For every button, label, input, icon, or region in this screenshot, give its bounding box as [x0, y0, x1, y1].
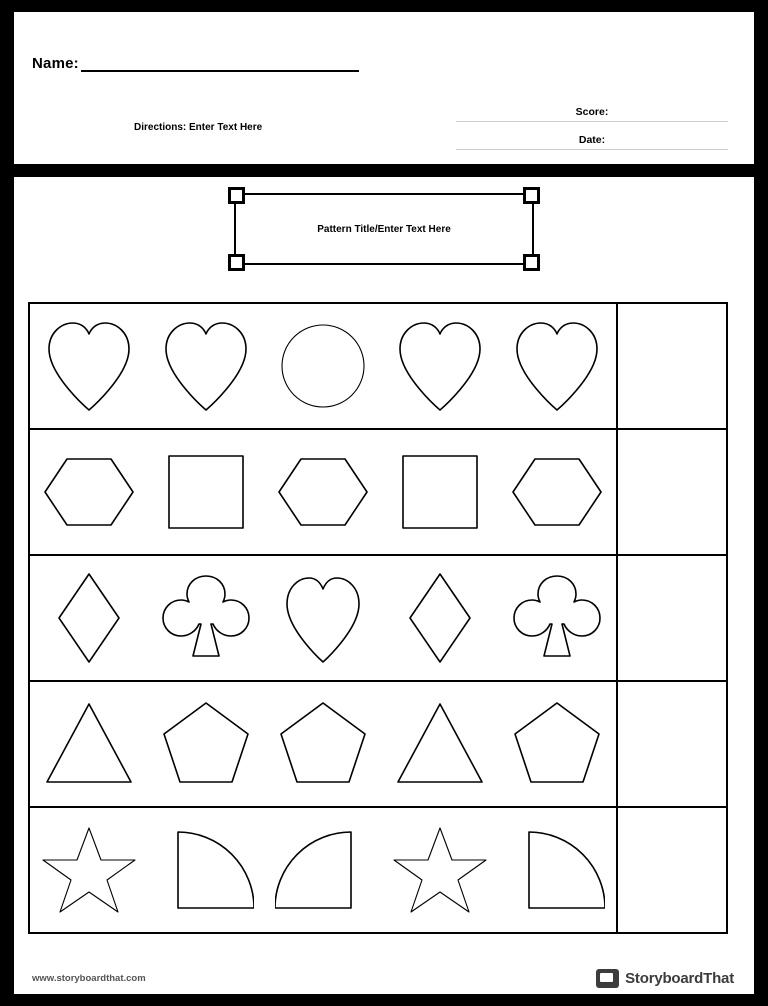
brand-name: StoryboardThat — [625, 970, 734, 987]
shape-cell-star — [384, 814, 496, 926]
shape-cell-quarter-circle — [501, 814, 613, 926]
pentagon-icon — [158, 694, 254, 794]
pentagon-icon — [275, 694, 371, 794]
club-icon — [158, 568, 254, 668]
hexagon-icon — [275, 442, 371, 542]
shape-cell-heart — [501, 310, 613, 422]
pattern-row — [30, 682, 726, 808]
pattern-row-shapes — [30, 556, 618, 680]
answer-box[interactable] — [618, 808, 726, 932]
shape-cell-pentagon — [501, 688, 613, 800]
shape-cell-circle — [267, 310, 379, 422]
square-icon — [392, 442, 488, 542]
heart-icon — [392, 316, 488, 416]
pattern-grid — [28, 302, 728, 934]
circle-icon — [275, 316, 371, 416]
shape-cell-heart — [33, 310, 145, 422]
shape-cell-pentagon — [150, 688, 262, 800]
worksheet-header — [14, 12, 754, 164]
shape-cell-hexagon — [33, 436, 145, 548]
score-row[interactable] — [456, 94, 728, 122]
pattern-row — [30, 808, 726, 932]
title-area — [14, 177, 754, 289]
star-icon — [41, 820, 137, 920]
pattern-row-shapes — [30, 430, 618, 554]
shape-cell-diamond — [384, 562, 496, 674]
diamond-icon — [392, 568, 488, 668]
pattern-row-shapes — [30, 682, 618, 806]
plate-corner-bottom-right — [523, 254, 540, 271]
score-label: Score: — [575, 106, 609, 118]
date-label: Date: — [578, 134, 606, 146]
quarter-circle-icon — [275, 820, 371, 920]
shape-cell-heart — [384, 310, 496, 422]
answer-box[interactable] — [618, 430, 726, 554]
pattern-row — [30, 430, 726, 556]
heart-icon — [275, 568, 371, 668]
shape-cell-square — [150, 436, 262, 548]
star-icon — [392, 820, 488, 920]
plate-corner-top-left — [228, 187, 245, 204]
footer-url[interactable]: www.storyboardthat.com — [32, 973, 146, 984]
heart-icon — [41, 316, 137, 416]
pattern-row-shapes — [30, 304, 618, 428]
directions-text[interactable]: Directions: Enter Text Here — [134, 122, 263, 133]
shape-cell-diamond — [33, 562, 145, 674]
hexagon-icon — [509, 442, 605, 542]
storyboardthat-logo[interactable] — [596, 969, 734, 988]
plate-corner-top-right — [523, 187, 540, 204]
hexagon-icon — [41, 442, 137, 542]
worksheet-sheet — [14, 12, 754, 994]
name-writing-line[interactable] — [81, 54, 359, 72]
storyboard-mark-icon — [596, 969, 619, 988]
pattern-title-plate[interactable] — [234, 193, 534, 265]
triangle-icon — [392, 694, 488, 794]
heart-icon — [509, 316, 605, 416]
shape-cell-pentagon — [267, 688, 379, 800]
pattern-row — [30, 304, 726, 430]
triangle-icon — [41, 694, 137, 794]
shape-cell-club — [150, 562, 262, 674]
shape-cell-triangle — [384, 688, 496, 800]
date-row[interactable] — [456, 122, 728, 150]
shape-cell-hexagon — [267, 436, 379, 548]
name-field[interactable] — [32, 54, 359, 72]
shape-cell-heart — [267, 562, 379, 674]
header-divider-bar — [14, 164, 754, 177]
shape-cell-triangle — [33, 688, 145, 800]
club-icon — [509, 568, 605, 668]
shape-cell-quarter-circle — [267, 814, 379, 926]
name-label: Name: — [32, 55, 79, 72]
pattern-title-text: Pattern Title/Enter Text Here — [317, 223, 451, 235]
shape-cell-star — [33, 814, 145, 926]
pattern-row-shapes — [30, 808, 618, 932]
quarter-circle-icon — [158, 820, 254, 920]
answer-box[interactable] — [618, 682, 726, 806]
score-date-box — [456, 94, 728, 150]
worksheet-footer — [14, 950, 754, 994]
shape-cell-quarter-circle — [150, 814, 262, 926]
diamond-icon — [41, 568, 137, 668]
square-icon — [158, 442, 254, 542]
pentagon-icon — [509, 694, 605, 794]
shape-cell-square — [384, 436, 496, 548]
shape-cell-hexagon — [501, 436, 613, 548]
heart-icon — [158, 316, 254, 416]
shape-cell-club — [501, 562, 613, 674]
plate-corner-bottom-left — [228, 254, 245, 271]
shape-cell-heart — [150, 310, 262, 422]
quarter-circle-icon — [509, 820, 605, 920]
answer-box[interactable] — [618, 304, 726, 428]
pattern-row — [30, 556, 726, 682]
answer-box[interactable] — [618, 556, 726, 680]
